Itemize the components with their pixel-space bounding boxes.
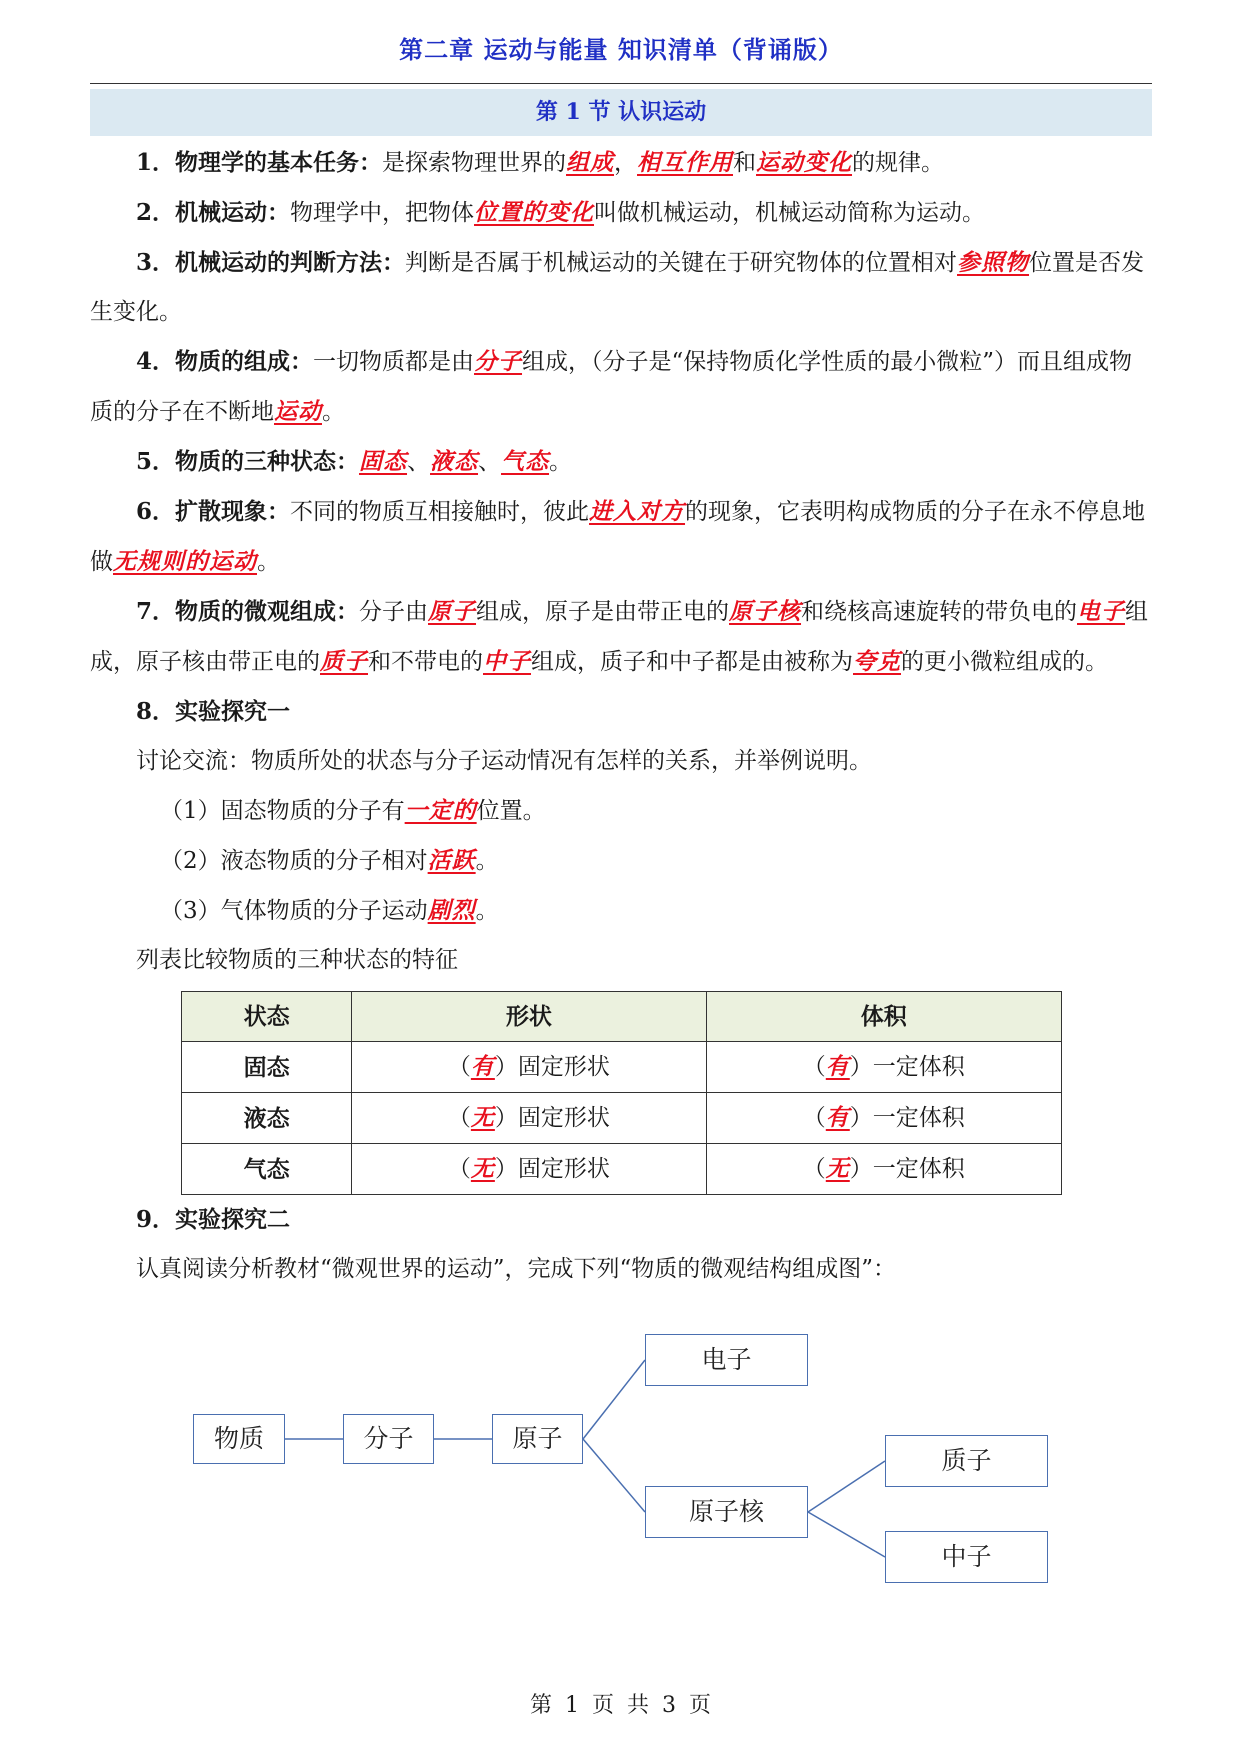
answer-blank: 分子 xyxy=(474,348,523,375)
item-label: 物质的组成： xyxy=(175,348,314,375)
answer-blank: 无 xyxy=(470,1104,495,1131)
item-4 xyxy=(90,337,1152,437)
text: ）固定形状 xyxy=(494,1156,610,1182)
table-header-row xyxy=(182,992,1062,1042)
volume-cell xyxy=(706,1093,1061,1144)
table-row xyxy=(182,1093,1062,1144)
text: （ xyxy=(447,1054,471,1080)
connector-line xyxy=(808,1461,885,1512)
answer-blank: 液态 xyxy=(430,448,479,475)
text: 是探索物理世界的 xyxy=(382,150,567,176)
text: 组成，（分子是“保持物质化学性质的最小微粒”）而且组成物质的分子在不断地 xyxy=(90,349,1133,425)
text: 、 xyxy=(478,449,502,475)
text: 。 xyxy=(257,549,280,575)
node-molecule: 分子 xyxy=(343,1414,434,1464)
item-1 xyxy=(90,138,1152,188)
sub-item-1 xyxy=(90,786,1152,836)
item-label: 物质的三种状态： xyxy=(175,448,360,475)
answer-blank: 夸克 xyxy=(853,648,901,675)
text: ）固定形状 xyxy=(494,1054,610,1080)
text: 。 xyxy=(322,399,345,425)
text: （1）固态物质的分子有 xyxy=(160,798,405,824)
table-row xyxy=(182,1042,1062,1093)
answer-blank: 无 xyxy=(470,1155,495,1182)
state-cell: 液态 xyxy=(182,1093,352,1144)
text: 的更小微粒组成的。 xyxy=(901,649,1108,675)
node-proton: 质子 xyxy=(885,1435,1048,1487)
connector-line xyxy=(583,1439,645,1512)
state-cell: 气态 xyxy=(182,1144,352,1195)
volume-cell xyxy=(706,1144,1061,1195)
answer-blank: 有 xyxy=(825,1104,850,1131)
item-9 xyxy=(90,1195,1152,1245)
text: 不同的物质互相接触时，彼此 xyxy=(290,499,590,525)
header-state: 状态 xyxy=(182,992,352,1042)
answer-blank: 原子核 xyxy=(729,598,802,625)
text: 和 xyxy=(733,150,757,176)
answer-blank: 剧烈 xyxy=(427,897,476,924)
item-label: 物质的微观组成： xyxy=(175,598,360,625)
text: 组成，原子核由带正电的 xyxy=(90,599,1149,675)
text: 物理学中，把物体 xyxy=(290,200,475,226)
text: （ xyxy=(802,1156,826,1182)
answer-blank: 固态 xyxy=(359,448,408,475)
answer-blank: 相互作用 xyxy=(637,149,734,176)
discussion-text: 讨论交流：物质所处的状态与分子运动情况有怎样的关系，并举例说明。 xyxy=(136,748,872,774)
connector-line xyxy=(808,1512,885,1557)
item-8 xyxy=(90,687,1152,737)
text: 。 xyxy=(475,898,499,924)
text: （ xyxy=(802,1105,826,1131)
item-number: 9． xyxy=(136,1206,176,1233)
node-atom: 原子 xyxy=(492,1414,583,1464)
answer-blank: 质子 xyxy=(320,648,368,675)
node-matter: 物质 xyxy=(193,1414,285,1464)
answer-blank: 无规则的运动 xyxy=(113,548,257,575)
text: 一切物质都是由 xyxy=(313,349,475,375)
item-3 xyxy=(90,238,1152,337)
answer-blank: 中子 xyxy=(483,648,531,675)
item-number: 7． xyxy=(136,598,176,625)
text: ）固定形状 xyxy=(494,1105,610,1131)
answer-blank: 活跃 xyxy=(427,847,476,874)
text: 位置是否发生变化。 xyxy=(90,250,1145,325)
title-divider xyxy=(90,83,1152,84)
answer-blank: 原子 xyxy=(428,598,477,625)
node-electron: 电子 xyxy=(645,1334,808,1386)
answer-blank: 一定的 xyxy=(404,797,477,824)
item-label: 机械运动： xyxy=(175,199,291,226)
diagram-connectors xyxy=(0,1300,1241,1620)
text: 叫做机械运动，机械运动简称为运动。 xyxy=(594,200,986,226)
microstructure-diagram xyxy=(0,1300,1241,1620)
text: 判断是否属于机械运动的关键在于研究物体的位置相对 xyxy=(405,250,958,276)
answer-blank: 无 xyxy=(825,1155,850,1182)
answer-blank: 电子 xyxy=(1077,598,1126,625)
text: 和不带电的 xyxy=(368,649,483,675)
text: ， xyxy=(614,150,638,176)
sub-item-3 xyxy=(90,886,1152,936)
item-label: 机械运动的判断方法： xyxy=(175,249,406,276)
text: 的规律。 xyxy=(852,150,945,176)
item-5 xyxy=(90,437,1152,487)
answer-blank: 气态 xyxy=(501,448,550,475)
shape-cell xyxy=(352,1042,706,1093)
item-6 xyxy=(90,487,1152,587)
item-number: 6． xyxy=(136,498,176,525)
item-label: 实验探究二 xyxy=(175,1206,291,1233)
text: （ xyxy=(802,1054,826,1080)
text: 。 xyxy=(475,848,499,874)
connector-line xyxy=(583,1360,645,1439)
item-2 xyxy=(90,188,1152,238)
item-label: 扩散现象： xyxy=(175,498,291,525)
node-neutron: 中子 xyxy=(885,1531,1048,1583)
answer-blank: 进入对方 xyxy=(589,498,686,525)
text: 组成，质子和中子都是由被称为 xyxy=(531,649,853,675)
answer-blank: 组成 xyxy=(566,149,615,176)
text: 和绕核高速旋转的带负电的 xyxy=(801,599,1078,625)
shape-cell xyxy=(352,1144,706,1195)
shape-cell xyxy=(352,1093,706,1144)
text: 的现象，它表明构成物质的分子在永不停息地做 xyxy=(90,499,1146,575)
text: （3）气体物质的分子运动 xyxy=(160,898,428,924)
text: 位置。 xyxy=(476,798,546,824)
item-number: 1． xyxy=(136,149,176,176)
text: （2）液态物质的分子相对 xyxy=(160,848,428,874)
item-number: 5． xyxy=(136,448,176,475)
text: 组成，原子是由带正电的 xyxy=(476,599,730,625)
text: 。 xyxy=(549,449,573,475)
item-label: 实验探究一 xyxy=(175,698,291,725)
text: 、 xyxy=(407,449,431,475)
item-number: 3． xyxy=(136,249,176,276)
answer-blank: 位置的变化 xyxy=(474,199,595,226)
item-label: 物理学的基本任务： xyxy=(175,149,383,176)
header-shape: 形状 xyxy=(352,992,706,1042)
state-cell: 固态 xyxy=(182,1042,352,1093)
page-number: 第 1 页 共 3 页 xyxy=(530,1693,711,1718)
document-title: 第二章 运动与能量 知识清单（背诵版） xyxy=(399,35,843,64)
text: 分子由 xyxy=(359,599,429,625)
volume-cell xyxy=(706,1042,1061,1093)
answer-blank: 参照物 xyxy=(957,249,1030,276)
text: ）一定体积 xyxy=(849,1156,965,1182)
item-number: 2． xyxy=(136,199,176,226)
text: ）一定体积 xyxy=(849,1054,965,1080)
item-number: 4． xyxy=(136,348,176,375)
answer-blank: 运动 xyxy=(274,398,322,425)
node-nucleus: 原子核 xyxy=(645,1486,808,1538)
states-table xyxy=(181,991,1062,1195)
text: ）一定体积 xyxy=(849,1105,965,1131)
table-caption: 列表比较物质的三种状态的特征 xyxy=(136,947,458,973)
section-title: 第 1 节 认识运动 xyxy=(90,89,1152,136)
content-body xyxy=(90,138,1152,1294)
item-7 xyxy=(90,587,1152,687)
answer-blank: 有 xyxy=(470,1053,495,1080)
answer-blank: 运动变化 xyxy=(756,149,853,176)
reading-instruction: 认真阅读分析教材“微观世界的运动”，完成下列“物质的微观结构组成图”： xyxy=(136,1256,897,1282)
item-number: 8． xyxy=(136,698,176,725)
text: （ xyxy=(447,1156,471,1182)
text: （ xyxy=(447,1105,471,1131)
sub-item-2 xyxy=(90,836,1152,886)
table-row xyxy=(182,1144,1062,1195)
answer-blank: 有 xyxy=(825,1053,850,1080)
header-volume: 体积 xyxy=(706,992,1061,1042)
